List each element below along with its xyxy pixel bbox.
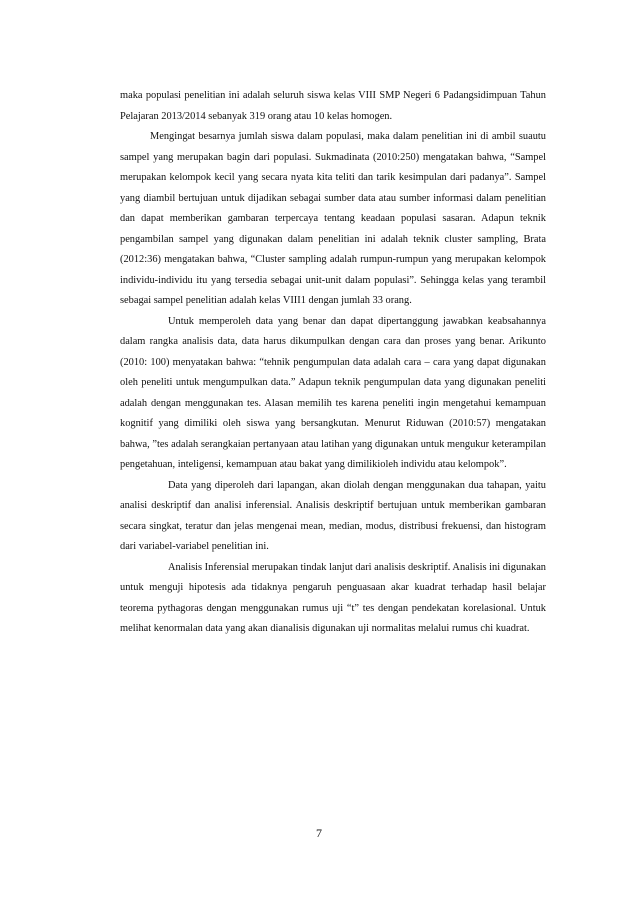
page-number: 7 — [316, 826, 322, 840]
paragraph-population-continued: maka populasi penelitian ini adalah seluruh siswa kelas VIII SMP Negeri 6 Padangsidimpuan Tahun Pelajaran 2013/2014 sebanyak 319 orang atau 10 kelas homogen. — [120, 90, 546, 122]
paragraph-sample: Mengingat besarnya jumlah siswa dalam populasi, maka dalam penelitian ini di ambil suautu sampel yang merupakan bagin dari populasi. Sukmadinata (2010:250) mengatakan bahwa, “Sampel merupakan kelompok kecil yang secara nyata kita teliti dan tarik kesimpulan dari padanya”. Sampel yang diambil bertujuan untuk dijadikan sebagai sumber data atau sumber informasi dalam penelitian dan dapat memberikan gambaran terpercaya tentang keadaan populasi sasaran. Adapun teknik pengambilan sampel yang digunakan dalam penelitian ini adalah teknik cluster sampling, Brata (2012:36) mengatakan bahwa, “Cluster sampling adalah rumpun-rumpun yang merupakan kelompok individu-individu itu yang tersedia sebagai unit-unit dalam populasi”. Sehingga kelas yang terambil sebagai sampel penelitian adalah kelas VIII1 dengan jumlah 33 orang. — [120, 131, 546, 306]
paragraph-inferential-analysis: Analisis Inferensial merupakan tindak lanjut dari analisis deskriptif. Analisis ini digunakan untuk menguji hipotesis ada tidaknya pengaruh penguasaan akar kuadrat terhadap hasil belajar teorema pythagoras dengan menggunakan rumus uji “t” tes dengan pendekatan korelasional. Untuk melihat kenormalan data yang akan dianalisis digunakan uji normalitas melalui rumus chi kuadrat. — [120, 561, 546, 634]
paragraph-data-analysis: Data yang diperoleh dari lapangan, akan diolah dengan menggunakan dua tahapan, yaitu analisi deskriptif dan analisi inferensial. Analisis deskriptif bertujuan untuk memberikan gambaran secara singkat, teratur dan jelas mengenai mean, median, modus, distribusi frekuensi, dan histogram dari variabel-variabel penelitian ini. — [120, 479, 546, 552]
body-text — [120, 86, 546, 640]
paragraph-data-collection: Untuk memperoleh data yang benar dan dapat dipertanggung jawabkan keabsahannya dalam rangka analisis data, data harus dikumpulkan dengan cara dan proses yang benar. Arikunto (2010: 100) menyatakan bahwa: “tehnik pengumpulan data adalah cara – cara yang dapat digunakan oleh peneliti untuk mengumpulkan data.” Adapun teknik pengumpulan data yang digunakan peneliti adalah dengan menggunakan tes. Alasan memilih tes karena peneliti ingin mengetahui kemampuan kognitif yang dimiliki oleh siswa yang bersangkutan. Menurut Riduwan (2010:57) mengatakan bahwa, ”tes adalah serangkaian pertanyaan atau latihan yang digunakan untuk mengukur keterampilan pengetahuan, inteligensi, kemampuan atau bakat yang dimilikioleh individu atau kelompok”. — [120, 315, 546, 470]
